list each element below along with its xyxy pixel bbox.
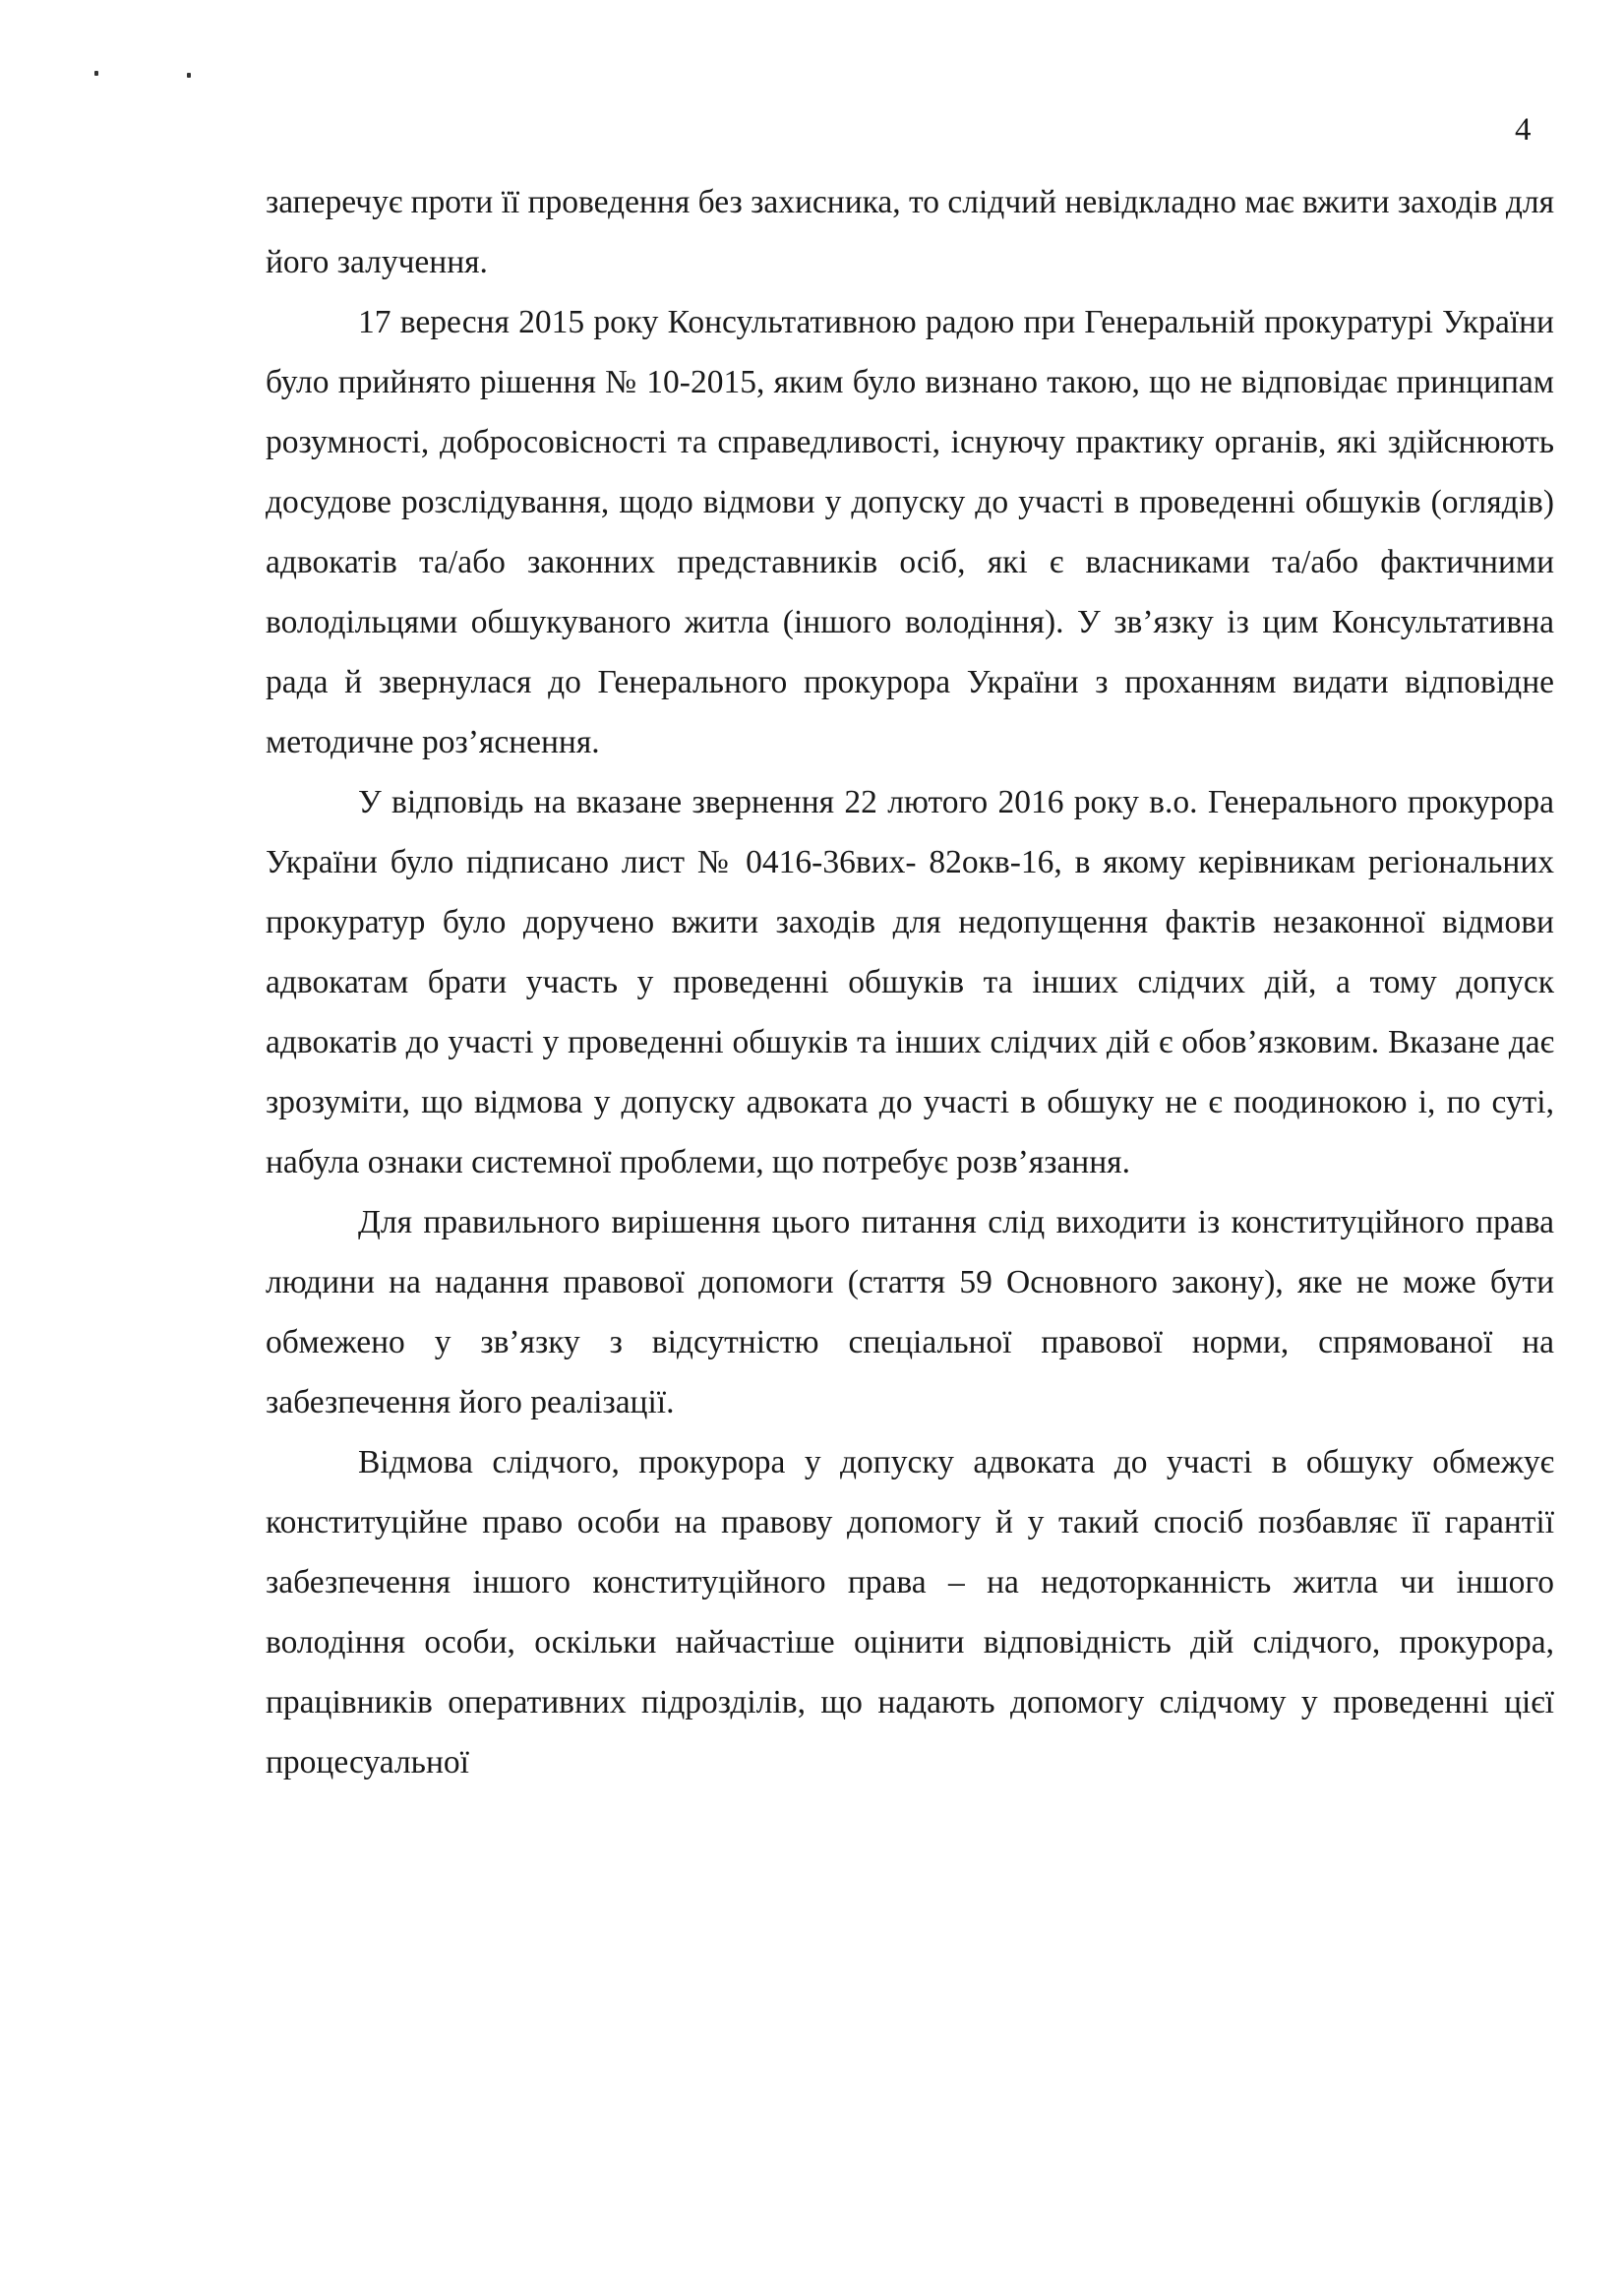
paragraph-consultative-council: 17 вересня 2015 року Консультативною радою при Генеральній прокуратурі України було прийнято рішення № 10-2015, яким було визнано такою, що не відповідає принципам розумності, добросовісності та справедливості, існуючу практику органів, які здійснюють досудове розслідування, щодо відмови у допуску до участі в проведенні обшуків (оглядів) адвокатів та/або законних представників осіб, які є власниками та/або фактичними володільцями обшукуваного житла (іншого володіння). У зв’язку із цим Консультативна рада й звернулася до Генерального прокурора України з проханням видати відповідне методичне роз’яснення.	[266, 304, 1554, 760]
paragraph-constitutional-right: Для правильного вирішення цього питання слід виходити із конституційного права людини на надання правової допомоги (стаття 59 Основного закону), яке не може бути обмежено у зв’язку з відсутністю спеціальної правової норми, спрямованої на забезпечення його реалізації.	[266, 1204, 1554, 1420]
document-body	[266, 172, 1554, 1792]
paragraph-prosecutor-letter: У відповідь на вказане звернення 22 лютого 2016 року в.о. Генерального прокурора України було підписано лист № 0416-36вих- 82окв-16, в якому керівникам регіональних прокуратур було доручено вжити заходів для недопущення фактів незаконної відмови адвокатам брати участь у проведенні обшуків та інших слідчих дій, а тому допуск адвокатів до участі у проведенні обшуків та інших слідчих дій є обов’язковим. Вказане дає зрозуміти, що відмова у допуску адвоката до участі в обшуку не є поодинокою і, по суті, набула ознаки системної проблеми, що потребує розв’язання.	[266, 784, 1554, 1180]
paragraph-continuation: заперечує проти її проведення без захисника, то слідчий невідкладно має вжити заходів для його залучення.	[266, 184, 1554, 280]
scan-dot-mark	[94, 71, 98, 76]
scan-dot-mark	[187, 73, 191, 78]
page-number: 4	[1515, 112, 1532, 148]
paragraph-refusal-consequences: Відмова слідчого, прокурора у допуску адвоката до участі в обшуку обмежує конституційне право особи на правову допомогу й у такий спосіб позбавляє її гарантії забезпечення іншого конституційного права – на недоторканність житла чи іншого володіння особи, оскільки найчастіше оцінити відповідність дій слідчого, прокурора, працівників оперативних підрозділів, що надають допомогу слідчому у проведенні цієї процесуальної	[266, 1444, 1554, 1780]
